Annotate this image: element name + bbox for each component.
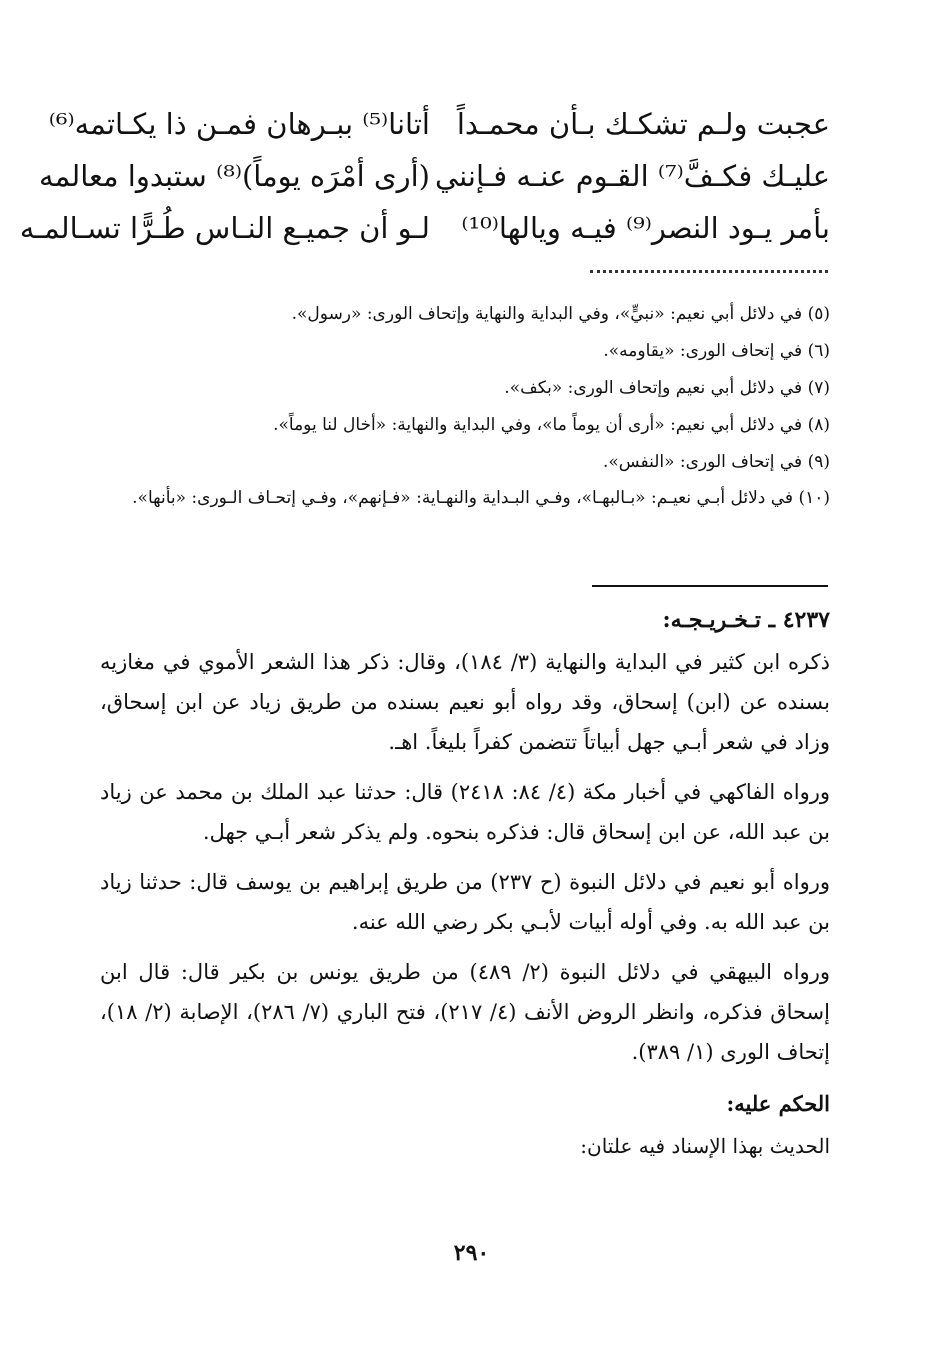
footnote: (٨) في دلائل أبي نعيم: «أرى أن يوماً ما»، وفي البداية والنهاية: «أخال لنا يوماً». (273, 415, 830, 435)
paragraph-text: ورواه أبو نعيم في دلائل النبوة (ح ٢٣٧) من طريق إبراهيم بن يوسف قال: حدثنا زياد بن عبد الله به. وفي أوله أبيات لأبـي بكر رضي الله عنه. (100, 870, 830, 934)
paragraph-text: ورواه البيهقي في دلائل النبوة (٢/ ٤٨٩) من طريق يونس بن بكير قال: قال ابن إسحاق فذكره، وانظر الروض الأنف (٤/ ٢١٧)، فتح الباري (٧/ ٢٨٦)، الإصابة (٢/ ١٨)، إتحاف الورى (١/ ٣٨٩). (100, 960, 830, 1064)
paragraph (100, 772, 830, 852)
verse-second-hemistich: لـو أن جميـع النـاس طُـرًّا تسـالمـه (19, 211, 430, 245)
paragraph-text: ذكره ابن كثير في البداية والنهاية (٣/ ١٨٤)، وقال: ذكر هذا الشعر الأموي في مغازيه بسنده عن (ابن) إسحاق، وقد رواه أبو نعيم بسنده من طريق زياد عن ابن إسحاق، وزاد في شعر أبـي جهل أبياتاً تتضمن كفراً بليغاً. اهـ. (100, 650, 830, 754)
footnote: (٩) في إتحاف الورى: «النفس». (603, 452, 830, 472)
dotted-separator (590, 270, 828, 273)
paragraph (100, 642, 830, 762)
main-text (100, 598, 830, 1166)
poem-verse (39, 150, 830, 202)
ruling-heading: الحكم عليه: (726, 1091, 830, 1116)
section-rule (592, 585, 828, 587)
verse-second-hemistich: (أرى أمْرَه يوماً)⁽⁸⁾ ستبدوا معالمه (39, 159, 430, 193)
verse-first-hemistich: بأمر يـود النصر⁽⁹⁾ فيـه ويالها⁽¹⁰⁾ (461, 211, 830, 245)
page-number: ٢٩٠ (453, 1240, 490, 1266)
footnote: (٧) في دلائل أبي نعيم وإتحاف الورى: «بكف». (504, 378, 830, 398)
poem (19, 98, 830, 254)
poem-verse (19, 202, 830, 254)
verse-second-hemistich: أتانا⁽⁵⁾ ببـرهان فمـن ذا يكـاتمه⁽⁶⁾ (48, 107, 430, 141)
ruling-text: الحديث بهذا الإسناد فيه علتان: (580, 1134, 830, 1158)
paragraph (100, 862, 830, 942)
footnote: (١٠) في دلائل أبـي نعيـم: «بـالبهـا»، وفـي البـداية والنهـاية: «فـإنهم»، وفـي إتحـاف الـورى: «بأنها». (132, 488, 830, 508)
verse-first-hemistich: عليـك فكـفَّ⁽⁷⁾ القـوم عنـه فـإنني (434, 159, 830, 193)
verse-first-hemistich: عجبت ولـم تشكـك بـأن محمـداً (456, 107, 830, 141)
section-heading: ٤٢٣٧ ـ تـخـريـجـه: (662, 607, 830, 633)
footnote: (٦) في إتحاف الورى: «يقاومه». (603, 341, 830, 361)
paragraph-text: ورواه الفاكهي في أخبار مكة (٤/ ٨٤: ٢٤١٨) قال: حدثنا عبد الملك بن محمد عن زياد بن عبد الله، عن ابن إسحاق قال: فذكره بنحوه. ولم يذكر شعر أبـي جهل. (100, 780, 830, 844)
footnotes (100, 296, 830, 515)
footnote: (٥) في دلائل أبي نعيم: «نبيٍّ»، وفي البداية والنهاية وإتحاف الورى: «رسول». (291, 304, 830, 324)
paragraph (100, 952, 830, 1072)
poem-verse (48, 98, 830, 150)
